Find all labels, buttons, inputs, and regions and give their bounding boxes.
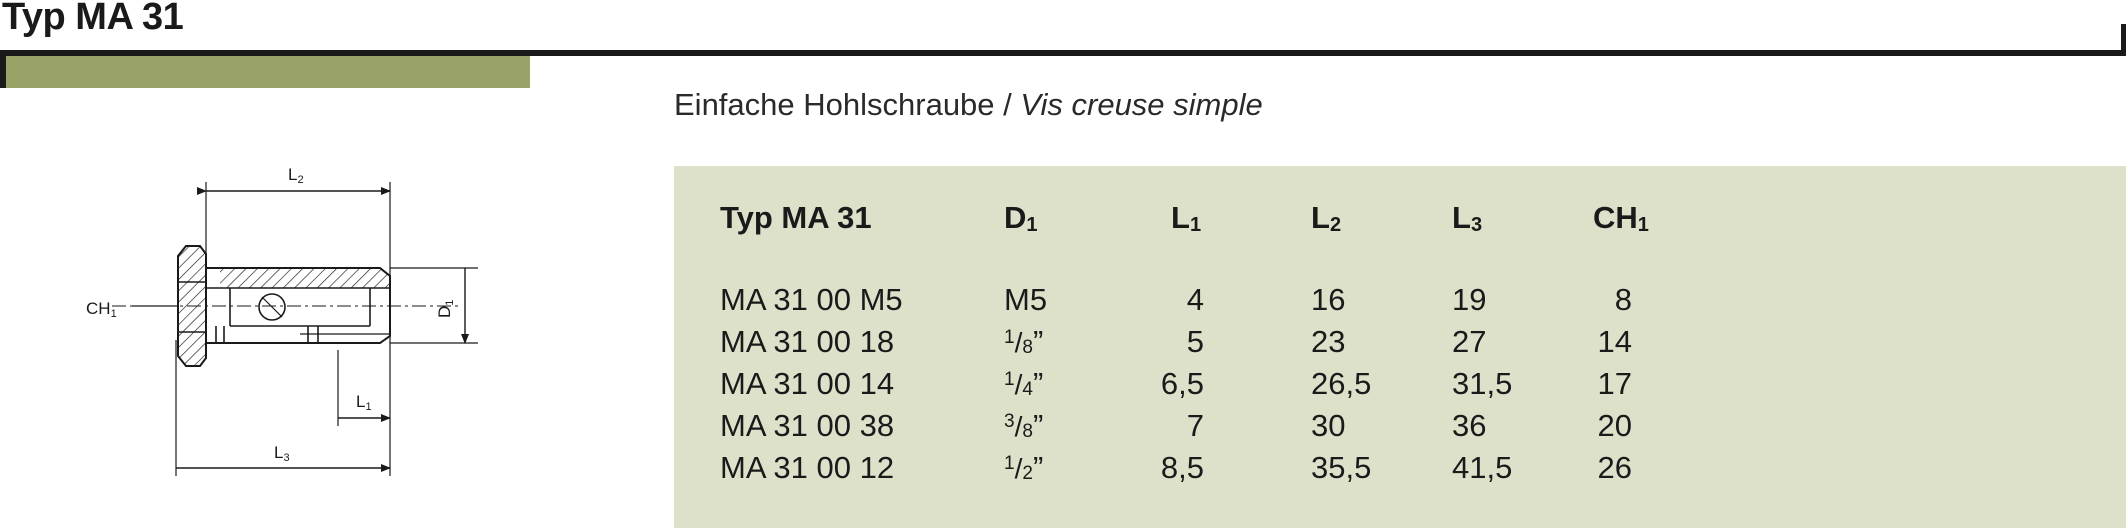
table-cell-l3: 31,5 <box>1452 366 1513 401</box>
table-header-l3: $L_3$ <box>1452 200 1483 236</box>
table-cell-l3: 19 <box>1452 282 1487 317</box>
table-cell-d1: $^1/_2$” <box>1004 450 1044 485</box>
dim-label-l1: L1 <box>356 392 372 413</box>
table-cell-d1: $^1/_8$” <box>1004 324 1044 359</box>
table-cell-l2: 16 <box>1311 282 1346 317</box>
table-cell-l1: 6,5 <box>1160 366 1204 401</box>
table-cell-ch1: 17 <box>1597 366 1632 401</box>
table-cell-l2: 30 <box>1311 408 1346 443</box>
table-cell-type: MA 31 00 M5 <box>720 282 903 317</box>
dim-label-l3: L3 <box>274 443 290 464</box>
accent-bar <box>6 56 530 88</box>
dimensions-table <box>674 166 2126 528</box>
table-cell-type: MA 31 00 14 <box>720 366 895 401</box>
table-cell-l3: 27 <box>1452 324 1487 359</box>
table-cell-d1: M5 <box>1004 282 1048 317</box>
dim-label-ch1: CH1 <box>86 299 117 320</box>
table-header-ch1: $CH_1$ <box>1593 200 1649 236</box>
subtitle-french: Vis creuse simple <box>1020 87 1263 122</box>
table-cell-l1: 7 <box>1186 408 1204 443</box>
table-cell-l1: 8,5 <box>1160 450 1204 485</box>
table-header-l1: $L_1$ <box>1171 200 1202 236</box>
dim-label-l2: L2 <box>288 165 304 186</box>
table-cell-l2: 26,5 <box>1311 366 1372 401</box>
table-cell-l2: 35,5 <box>1311 450 1372 485</box>
table-cell-l1: 5 <box>1186 324 1204 359</box>
table-cell-ch1: 20 <box>1597 408 1632 443</box>
subtitle-german: Einfache Hohlschraube <box>674 87 995 122</box>
table-cell-ch1: 14 <box>1597 324 1632 359</box>
table-header-d1: $D_1$ <box>1004 200 1038 236</box>
table-cell-ch1: 26 <box>1597 450 1632 485</box>
product-subtitle <box>674 87 1263 123</box>
header-rule-right-tick <box>2121 24 2126 56</box>
table-cell-ch1: 8 <box>1614 282 1632 317</box>
banjo-bolt-drawing <box>70 150 490 490</box>
table-cell-type: MA 31 00 12 <box>720 450 895 485</box>
table-cell-type: MA 31 00 38 <box>720 408 895 443</box>
dim-label-d1: D1 <box>435 299 456 318</box>
table-cell-d1: $^3/_8$” <box>1004 408 1044 443</box>
table-header-l2: $L_2$ <box>1311 200 1342 236</box>
table-cell-l3: 41,5 <box>1452 450 1513 485</box>
table-header-type: Typ MA 31 <box>720 200 872 235</box>
page-title: Typ MA 31 <box>2 0 184 38</box>
table-cell-l1: 4 <box>1186 282 1204 317</box>
subtitle-separator: / <box>994 87 1021 122</box>
table-cell-l3: 36 <box>1452 408 1487 443</box>
table-cell-l2: 23 <box>1311 324 1346 359</box>
table-cell-type: MA 31 00 18 <box>720 324 895 359</box>
table-cell-d1: $^1/_4$” <box>1004 366 1044 401</box>
